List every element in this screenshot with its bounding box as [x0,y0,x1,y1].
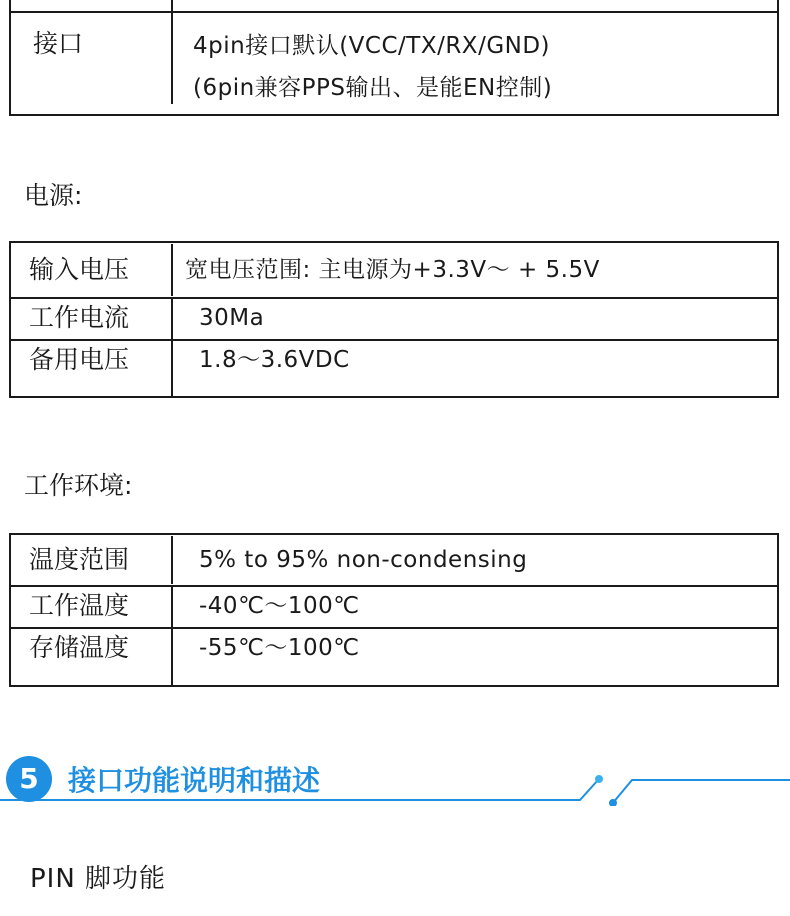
row-value: -55℃～100℃ [199,635,360,661]
row-header: 输入电压 [11,244,173,296]
power-label: 电源: [24,181,83,210]
table-row [11,11,777,114]
row-value: -40℃～100℃ [199,593,360,619]
table-row [11,535,777,585]
value-line: 4pin接口默认(VCC/TX/RX/GND) [193,33,551,59]
table-row [11,297,777,339]
section-title: 接口功能说明和描述 [68,764,321,797]
section-header [0,754,790,804]
row-value: 30Ma [199,305,265,331]
row-value [173,25,777,109]
table-row [11,339,777,396]
power-table [9,241,779,398]
table-row [11,243,777,297]
row-header: 温度范围 [11,536,173,584]
pin-function-title: PIN 脚功能 [30,864,167,894]
environment-table [9,533,779,687]
row-header: 工作电流 [11,299,173,339]
row-header: 工作温度 [11,587,173,627]
table-row-cut [11,0,777,11]
value-line: (6pin兼容PPS输出、是能EN控制) [193,75,553,101]
interface-table [9,0,779,116]
table-row [11,627,777,685]
row-header: 存储温度 [11,629,173,685]
row-value: 1.8～3.6VDC [199,347,350,373]
row-header: 接口 [11,13,173,104]
environment-label: 工作环境: [24,471,133,500]
section-number-badge: 5 [6,756,52,802]
row-header: 备用电压 [11,341,173,396]
table-row [11,585,777,627]
section-underline-decoration [0,754,790,806]
row-value: 5% to 95% non-condensing [199,547,528,573]
row-value: 宽电压范围: 主电源为+3.3V～ + 5.5V [185,257,600,283]
